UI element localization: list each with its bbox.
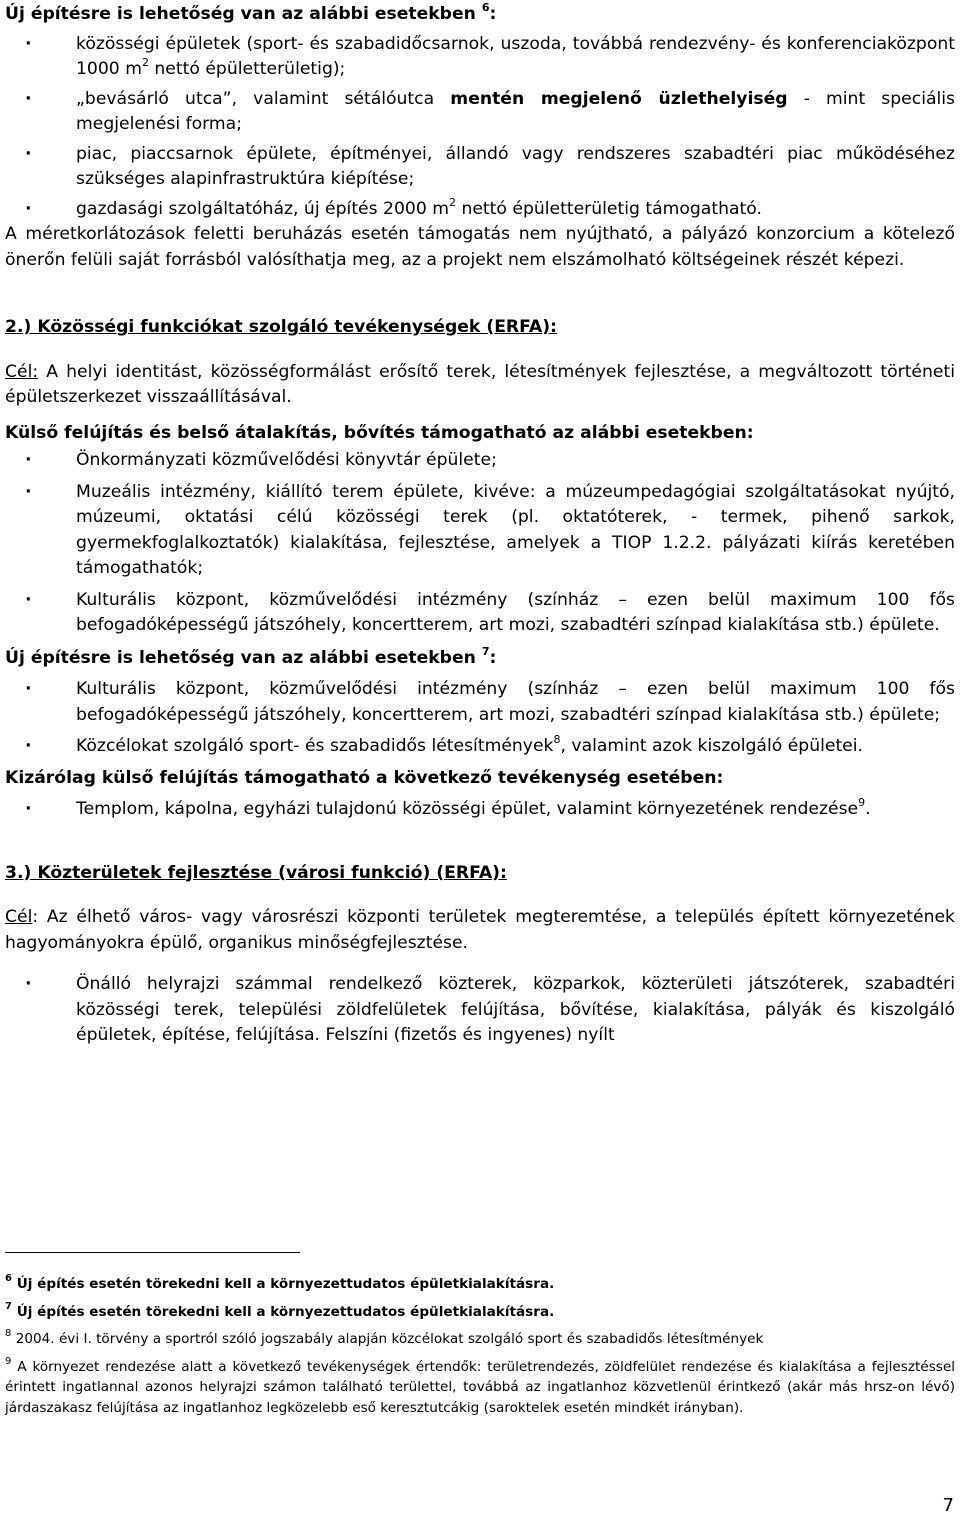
list-item: · piac, piaccsarnok épülete, építményei, állandó vagy rendszeres szabadtéri piac működéséhez szükséges alapinfrastruktúra kiépítése; — [5, 142, 955, 193]
footnotes — [5, 1262, 955, 1418]
list-item: · Muzeális intézmény, kiállító terem épülete, kivéve: a múzeumpedagógiai szolgáltatásokat nyújtó, múzeumi, oktatási célú közösségi terek (pl. oktatóterek, - termek, pihenő sarkok, gyermekfoglalkoztatók) kialakítása, fejlesztése, amelyek a TIOP 1.2.2. pályázati kiírás keretében támogathatók; — [5, 480, 955, 582]
heading-new-construction-2: Új építésre is lehetőség van az alábbi esetekben $^7$: — [5, 644, 497, 668]
section-3-title: 3.) Közterületek fejlesztése (városi funkció) (ERFA): — [5, 862, 507, 883]
list-item: · Templom, kápolna, egyházi tulajdonú közösségi épület, valamint környezetének rendezése$^9$. — [5, 797, 955, 823]
list-new-construction-1 — [5, 32, 955, 223]
heading-renovation: Külső felújítás és belső átalakítás, bővítés támogatható az alábbi esetekben: — [5, 422, 754, 443]
list-item: · közösségi épületek (sport- és szabadidőcsarnok, uszoda, továbbá rendezvény- és konferenciaközpont 1000 $m^2$ nettó épületterületig); — [5, 32, 955, 83]
heading-text: Új építésre is lehetőség van az alábbi esetekben — [5, 4, 476, 24]
list-item: · Kulturális központ, közművelődési intézmény (színház – ezen belül maximum 100 fős befogadóképességű játszóhely, koncertterem, art mozi, szabadtéri színpad kialakítása stb.) épülete; — [5, 677, 955, 728]
page-number: 7 — [942, 1495, 954, 1516]
document-page — [5, 0, 955, 1049]
list-item: · Önálló helyrajzi számmal rendelkező közterek, közparkok, közterületi játszóterek, szabadtéri közösségi terek, települési zöldfelületek felújítása, bővítése, kialakítása, pályák és kiszolgáló épületek, építése, felújítása. Felszíni (fizetős és ingyenes) nyílt — [5, 972, 955, 1049]
size-limit-paragraph: A méretkorlátozások feletti beruházás esetén támogatás nem nyújtható, a pályázó konzorcium a kötelező önerőn felüli saját forrásból valósíthatja meg, az a projekt nem elszámolható költségeinek részét képezi. — [5, 224, 955, 270]
list-exterior-only — [5, 797, 955, 823]
list-item: · „bevásárló utca”, valamint sétálóutca mentén megjelenő üzlethelyiség - mint speciális megjelenési forma; — [5, 87, 955, 138]
list-item: · Közcélokat szolgáló sport- és szabadidős létesítmények$^8$, valamint azok kiszolgáló épületei. — [5, 734, 955, 760]
footnote-8: $^8$ 2004. évi I. törvény a sportról szóló jogszabály alapján közcélokat szolgáló sport és szabadidős létesítmények — [5, 1328, 764, 1347]
list-new-construction-2 — [5, 677, 955, 760]
footnote-ref-7: 7 — [481, 644, 490, 658]
list-renovation — [5, 448, 955, 639]
list-public-spaces — [5, 972, 955, 1049]
footnote-separator — [5, 1252, 300, 1253]
footnote-6: $^6$ Új építés esetén törekedni kell a környezettudatos épületkialakításra. — [5, 1273, 555, 1292]
section-3-goal: Cél: Az élhető város- vagy városrészi központi területek megteremtése, a település épített környezetének hagyományokra épülő, organikus minőségfejlesztése. — [5, 907, 955, 953]
goal-label: Cél: — [5, 361, 39, 382]
goal-label: Cél — [5, 907, 33, 927]
heading-new-construction-1: Új építésre is lehetőség van az alábbi esetekben $^6$: — [5, 1, 497, 24]
heading-exterior-only: Kizárólag külső felújítás támogatható a következő tevékenység esetében: — [5, 767, 724, 788]
section-2-title: 2.) Közösségi funkciókat szolgáló tevékenységek (ERFA): — [5, 317, 557, 337]
footnote-7: $^7$ Új építés esetén törekedni kell a környezettudatos épületkialakításra. — [5, 1300, 555, 1320]
section-2-goal: Cél: A helyi identitást, közösségformálást erősítő terek, létesítmények fejlesztése, a megváltozott történeti épületszerkezet visszaállításával. — [5, 361, 955, 407]
footnote-9: $^9$ A környezet rendezése alatt a következő tevékenységek értendők: területrendezés, zöldfelület rendezése és kialakítása a fejlesztéssel érintett ingatlannal azonos helyrajzi számon található területtel, továbbá az ingatlanhoz közvetlenül érintkező (akár más hrsz-on lévő) járdaszakasz felújítása az ingatlanhoz legközelebb eső keresztutcákig (saroktelek esetén mindkét irányban). — [5, 1355, 955, 1416]
list-item: · gazdasági szolgáltatóház, új építés 2000 $m^2$ nettó épületterületig támogatható. — [5, 197, 955, 223]
footnote-ref-6: 6 — [481, 1, 490, 15]
list-item: · Kulturális központ, közművelődési intézmény (színház – ezen belül maximum 100 fős befogadóképességű játszóhely, koncertterem, art mozi, szabadtéri színpad kialakítása stb.) épülete. — [5, 588, 955, 639]
list-item: · Önkormányzati közművelődési könyvtár épülete; — [5, 448, 955, 474]
